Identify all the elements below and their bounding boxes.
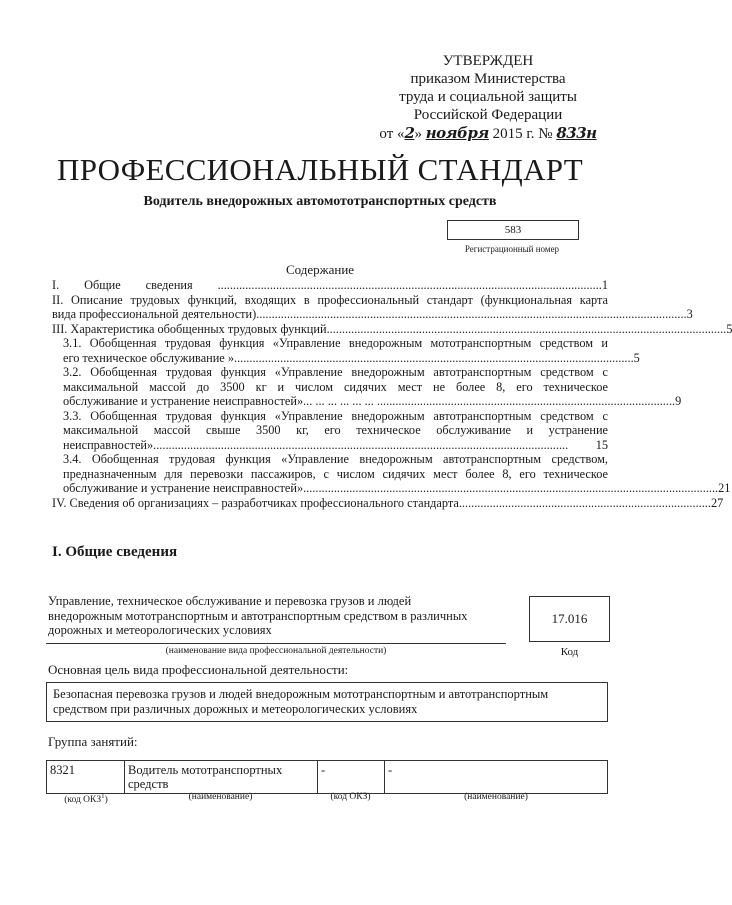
toc-item[interactable]: 3.2. Обобщенная трудовая функция «Управление внедорожным автотранспортным средством с максимальной массой до 3500 кг и числом сидячих мест не более 8, его техническое обслуживание и устранение неисправностей» ... ... ... ... ... ... ................................................................................................. 9 [63, 365, 682, 408]
toc-item[interactable]: 3.3. Обобщенная трудовая функция «Управление внедорожным автотранспортным средством с максимальной массой свыше 3500 кг, его техническое обслуживание и устранение неисправностей» ....................................................................................................................................... 15 [63, 408, 608, 452]
toc-item[interactable]: 3.1. Обобщенная трудовая функция «Управление внедорожным мототранспортным средством и его техническое обслуживание » .................................................................................................................................. 5 [63, 336, 640, 365]
approval-day: 2 [404, 124, 415, 142]
approval-month: ноября [425, 124, 489, 142]
occupation-name-caption: (наименование) [188, 792, 253, 802]
okz-code-caption: (код ОКЗ$^1$) [64, 792, 108, 806]
occupation-name-cell: Водитель мототранспортных средств [125, 761, 318, 794]
activity-code-caption: Код [560, 646, 579, 658]
registration-number-box: 583 [447, 220, 579, 240]
occupation-group-table [46, 760, 608, 794]
occupation-name-caption-2: (наименование) [464, 792, 528, 802]
approval-block [368, 52, 608, 143]
activity-kind-caption: (наименование вида профессиональной деятельности) [165, 646, 387, 656]
date-mid: » [414, 126, 422, 142]
goal-box: Безопасная перевозка грузов и людей внедорожным мототранспортным и автотранспортным средством при различных дорожных и метеорологических условиях [46, 682, 608, 722]
okz-code-caption-2: (код ОКЗ) [330, 792, 371, 802]
occupation-name-cell-2: - [385, 761, 608, 794]
registration-number-label: Регистрационный номер [464, 244, 560, 254]
toc-item[interactable]: IV. Сведения об организациях – разработчиках профессионального стандарта .................................................................................. 27 [52, 495, 724, 510]
okz-code-cell: 8321 [47, 761, 125, 794]
document-title: ПРОФЕССИОНАЛЬНЫЙ СТАНДАРТ [57, 152, 583, 187]
table-row [47, 761, 608, 794]
approval-order-line: приказом Министерства [410, 71, 566, 87]
activity-kind-underline [46, 643, 506, 644]
occupation-group-label: Группа занятий: [48, 734, 138, 749]
toc-item[interactable]: II. Описание трудовых функций, входящих в профессиональный стандарт (функциональная карта вида профессиональной деятельности) ............................................................................................................................................ 3 [52, 292, 693, 321]
document-subtitle: Водитель внедорожных автомототранспортных средств [143, 194, 497, 209]
date-prefix: от « [379, 126, 405, 142]
approval-title: УТВЕРЖДЕН [442, 53, 534, 69]
okz-code-cell-2: - [318, 761, 385, 794]
section-heading: I. Общие сведения [52, 544, 178, 560]
approval-year: 2015 г. № [492, 126, 553, 142]
table-of-contents [52, 278, 732, 510]
footnote-mark[interactable]: 1 [101, 792, 105, 800]
goal-label: Основная цель вида профессиональной деятельности: [48, 662, 349, 677]
activity-code-box: 17.016 [529, 596, 610, 642]
approval-date-line [368, 124, 608, 143]
approval-ministry-line: труда и социальной защиты [399, 89, 577, 105]
toc-item[interactable]: 3.4. Обобщенная трудовая функция «Управление внедорожным автотранспортным средством, предназначенным для перевозки пассажиров, с числом сидячих мест более 8, его техническое обслуживание и устранение неисправностей» ....................................................................................................................................... 21 [63, 452, 731, 495]
approval-number: 833н [556, 124, 597, 142]
activity-kind-name: Управление, техническое обслуживание и перевозка грузов и людей внедорожным мототранспортным и автотранспортным средством в различных дорожных и метеорологических условиях [48, 594, 468, 637]
toc-item[interactable]: I. Общие сведения .............................................................................................................................1 [52, 278, 608, 292]
approval-country-line: Российской Федерации [413, 107, 563, 123]
toc-item[interactable]: III. Характеристика обобщенных трудовых функций .................................................................................................................................. 5 [52, 321, 732, 336]
toc-heading: Содержание [285, 262, 355, 277]
